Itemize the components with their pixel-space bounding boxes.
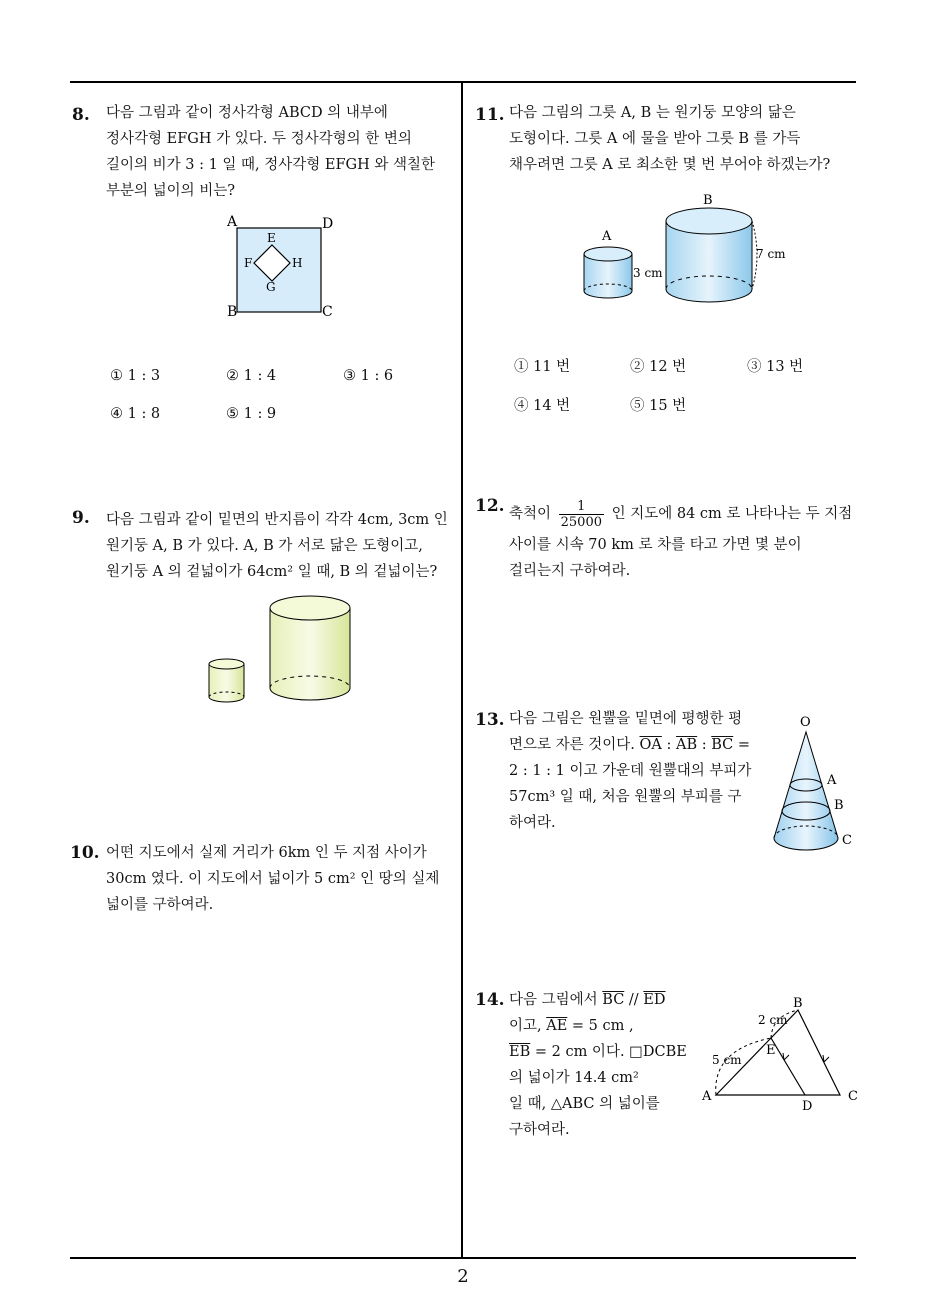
label-a: A bbox=[602, 229, 612, 244]
label-h: H bbox=[292, 256, 303, 270]
label-f: F bbox=[244, 256, 253, 270]
triangle-figure bbox=[698, 992, 863, 1114]
label-a: A bbox=[227, 214, 238, 230]
cone-figure bbox=[766, 712, 858, 858]
label-c: C bbox=[322, 304, 333, 320]
container-a bbox=[584, 247, 632, 298]
problem-text: 다음 그림은 원뿔을 밑면에 평행한 평 면으로 자른 것이다. $\overline{OA}$ : $\overline{AB}$ : $\overline{BC}$ = 2 : 1 : 1 이고 가운데 원뿔대의 부피가 57cm³ 일 때, 처음 원뿔의 부피를 구 하여라. bbox=[509, 711, 752, 831]
problem-number: 11. bbox=[475, 105, 505, 125]
choice-1[interactable]: ① 11 번 bbox=[514, 359, 571, 375]
container-b bbox=[666, 208, 757, 302]
label-d: D bbox=[322, 216, 334, 232]
problem-text: 다음 그림의 그릇 A, B 는 원기둥 모양의 닮은 도형이다. 그릇 A 에 물을 받아 그릇 B 를 가득 채우려면 그릇 A 로 최소한 몇 번 부어야 하겠는가? bbox=[509, 105, 831, 173]
scale-fraction: $\frac{1}{25000}$ bbox=[560, 498, 602, 530]
choice-2[interactable]: ② 12 번 bbox=[630, 359, 687, 375]
bottom-rule bbox=[70, 1257, 856, 1259]
label-b: B bbox=[793, 996, 803, 1011]
containers-figure bbox=[576, 188, 796, 316]
label-b: B bbox=[703, 193, 713, 208]
length-ae: 5 cm bbox=[712, 1053, 742, 1067]
problem-number: 13. bbox=[475, 710, 505, 730]
problem-text: 어떤 지도에서 실제 거리가 6km 인 두 지점 사이가 30cm 였다. 이 지도에서 넓이가 5 cm² 인 땅의 실제 넓이를 구하여라. bbox=[106, 845, 440, 913]
problem-number: 9. bbox=[72, 508, 90, 528]
label-b: B bbox=[834, 798, 844, 813]
height-a: 3 cm bbox=[633, 266, 663, 280]
length-eb: 2 cm bbox=[758, 1013, 788, 1027]
label-a: A bbox=[827, 773, 837, 788]
segment-ed bbox=[771, 1038, 805, 1095]
small-cylinder bbox=[209, 659, 244, 702]
choice-1[interactable]: ① 1 : 3 bbox=[110, 368, 161, 384]
top-rule bbox=[70, 81, 856, 83]
problem-number: 10. bbox=[70, 843, 100, 863]
label-a: A bbox=[702, 1089, 712, 1104]
choice-5[interactable]: ⑤ 15 번 bbox=[630, 398, 687, 414]
page-number: 2 bbox=[457, 1266, 469, 1287]
label-o: O bbox=[800, 715, 811, 730]
label-c: C bbox=[848, 1089, 858, 1104]
label-c: C bbox=[842, 833, 852, 848]
choice-5[interactable]: ⑤ 1 : 9 bbox=[226, 406, 277, 422]
label-b: B bbox=[227, 304, 238, 320]
label-e: E bbox=[766, 1043, 776, 1058]
choice-2[interactable]: ② 1 : 4 bbox=[226, 368, 277, 384]
label-g: G bbox=[266, 280, 276, 294]
column-divider bbox=[461, 82, 463, 1258]
problem-text: 다음 그림과 같이 밑면의 반지름이 각각 4cm, 3cm 인 원기둥 A, B 가 있다. A, B 가 서로 닮은 도형이고, 원기둥 A 의 겉넓이가 64cm² 일 때, B 의 겉넓이는? bbox=[106, 512, 448, 580]
label-e: E bbox=[267, 231, 276, 245]
problem-number: 12. bbox=[475, 496, 505, 516]
problem-text: 다음 그림에서 $\overline{BC} // \overline{ED}$ 이고, $\overline{AE} = 5$ cm , $\overline{EB} = 2$ cm 이다. □DCBE 의 넓이가 14.4 cm² 일 때, △ABC 의 넓이를 구하여라. bbox=[509, 992, 687, 1138]
choice-3[interactable]: ③ 1 : 6 bbox=[343, 368, 394, 384]
problem-text: 축척이 $\frac{1}{25000}$ 인 지도에 84 cm 로 나타나는 두 지점 사이를 시속 70 km 로 차를 타고 가면 몇 분이 걸리는지 구하여라. bbox=[509, 498, 853, 579]
problem-number: 14. bbox=[475, 990, 505, 1010]
choice-4[interactable]: ④ 14 번 bbox=[514, 398, 571, 414]
cylinders-figure bbox=[200, 592, 360, 712]
choice-3[interactable]: ③ 13 번 bbox=[747, 359, 804, 375]
label-d: D bbox=[802, 1099, 813, 1114]
choice-4[interactable]: ④ 1 : 8 bbox=[110, 406, 161, 422]
square-figure bbox=[220, 210, 340, 322]
problem-text: 다음 그림과 같이 정사각형 ABCD 의 내부에 정사각형 EFGH 가 있다. 두 정사각형의 한 변의 길이의 비가 3 : 1 일 때, 정사각형 EFGH 와 색칠한 부분의 넓이의 비는? bbox=[106, 105, 436, 199]
problem-number: 8. bbox=[72, 105, 90, 125]
height-b: 7 cm bbox=[756, 247, 786, 261]
large-cylinder bbox=[270, 596, 350, 700]
